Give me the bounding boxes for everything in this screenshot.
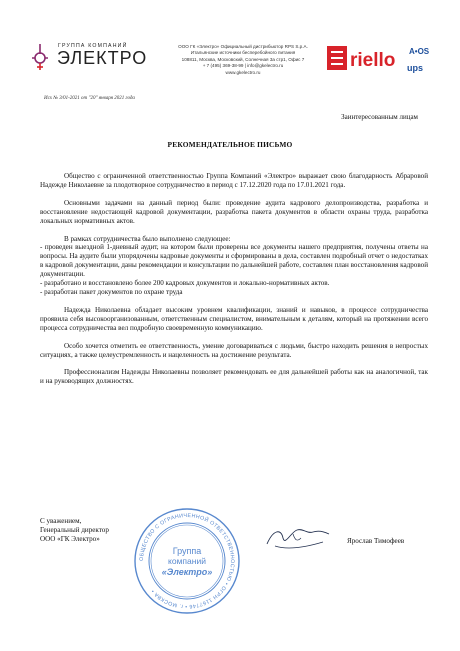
header-info-line: Итальянские источники бесперебойного питания — [190, 50, 296, 56]
stamp-text-line: компаний — [168, 556, 206, 566]
handwritten-signature — [263, 520, 333, 556]
signer-position: Генеральный директор — [40, 526, 109, 534]
header-info-line: www.gkelectro.ru — [225, 69, 261, 75]
stamp-text-line: Группа — [172, 546, 202, 556]
paragraph: Надежда Николаевна обладает высоким уровнем квалификации, знаний и навыков, в процессе сотрудничества проявила себя высокоорганизованным, ответственным специалистом, внимательным к деталям, который на протяжении всего процесса сотрудничества вел подробную своевременную коммуникацию. — [40, 305, 428, 332]
paragraph: Общество с ограниченной ответственностью Группа Компаний «Электро» выражает свою благодарность Абраровой Надежде Николаевне за плодотворное сотрудничество в период с 17.12.2020 года по 17.01.2021 года. — [40, 172, 428, 189]
header-info-line: 108811, Москва, Московский, Солнечная 3а стр1, Офис 7 — [181, 56, 305, 62]
signer-company: ООО «ГК Электро» — [40, 535, 100, 543]
signer-name: Ярослав Тимофеев — [347, 537, 405, 545]
list-item: - проведен выездной 1-дневный аудит, на котором были проверены все документы нашего предприятия, получены ответы на вопросы. На аудите были упорядочены кадровые документы и сформированы в дела, составлен подробный отчет о недостатках в кадровой документации, даны рекомендации и консультации по дальнейшей работе, составлен план восстановления кадровой документации. — [40, 243, 428, 279]
riello-wordmark: riello — [350, 50, 396, 71]
list-item: - разработан пакет документов по охране труда — [40, 287, 183, 296]
logo-name: ЭЛЕКТРО — [57, 48, 148, 68]
company-logo — [28, 42, 156, 72]
header-info-line: + 7 (495) 369-38-99 | info@gkelectro.ru — [202, 63, 284, 69]
paragraph: Основными задачами на данный период были: проведение аудита кадрового делопроизводства, разработка и восстановление недостающей кадровой документации, разработка пакета документов в области охраны труда, разработка локальных нормативных актов. — [40, 198, 428, 225]
electro-logo-icon — [28, 42, 52, 72]
riello-ups-logo — [327, 42, 435, 74]
closing: С уважением, — [40, 517, 82, 525]
header-info-line: ООО ГК «Электро» Официальный дистрибьютор RPS S.p.A. — [178, 44, 308, 49]
outgoing-reference: Исх № 3/01-2021 от "20" января 2021 года — [44, 96, 135, 101]
letter-body — [40, 172, 428, 395]
company-stamp — [133, 507, 241, 615]
paragraph: В рамках сотрудничества было выполнено следующее: — [64, 234, 231, 243]
stamp-ring-text: ОБЩЕСТВО С ОГРАНИЧЕННОЙ ОТВЕТСТВЕННОСТЬЮ • ОГРН 1167746 • г. МОСКВА • — [138, 512, 236, 610]
recipient: Заинтересованным лицам — [341, 113, 418, 121]
paragraph: Особо хочется отметить ее ответственность, умение договариваться с людьми, быстро находить решения в непростых ситуациях, а также целеустремленность и нацеленность на достижение результата. — [40, 341, 428, 359]
paragraph: Профессионализм Надежды Николаевны позволяет рекомендовать ее для дальнейшей работы как на аналогичной, так и на руководящих должностях. — [40, 368, 428, 386]
aos-badge: A•OS — [409, 47, 430, 56]
signature-block — [40, 517, 109, 544]
logo-subtitle: ГРУППА КОМПАНИЙ — [58, 43, 128, 49]
ups-wordmark: ups — [407, 63, 424, 73]
list-item: - разработано и восстановлено более 200 кадровых документов и локально-нормативных актов. — [40, 279, 330, 288]
header-contact-info — [168, 44, 318, 76]
letter-title: РЕКОМЕНДАТЕЛЬНОЕ ПИСЬМО — [167, 140, 293, 149]
stamp-text-line: «Электро» — [161, 567, 213, 577]
